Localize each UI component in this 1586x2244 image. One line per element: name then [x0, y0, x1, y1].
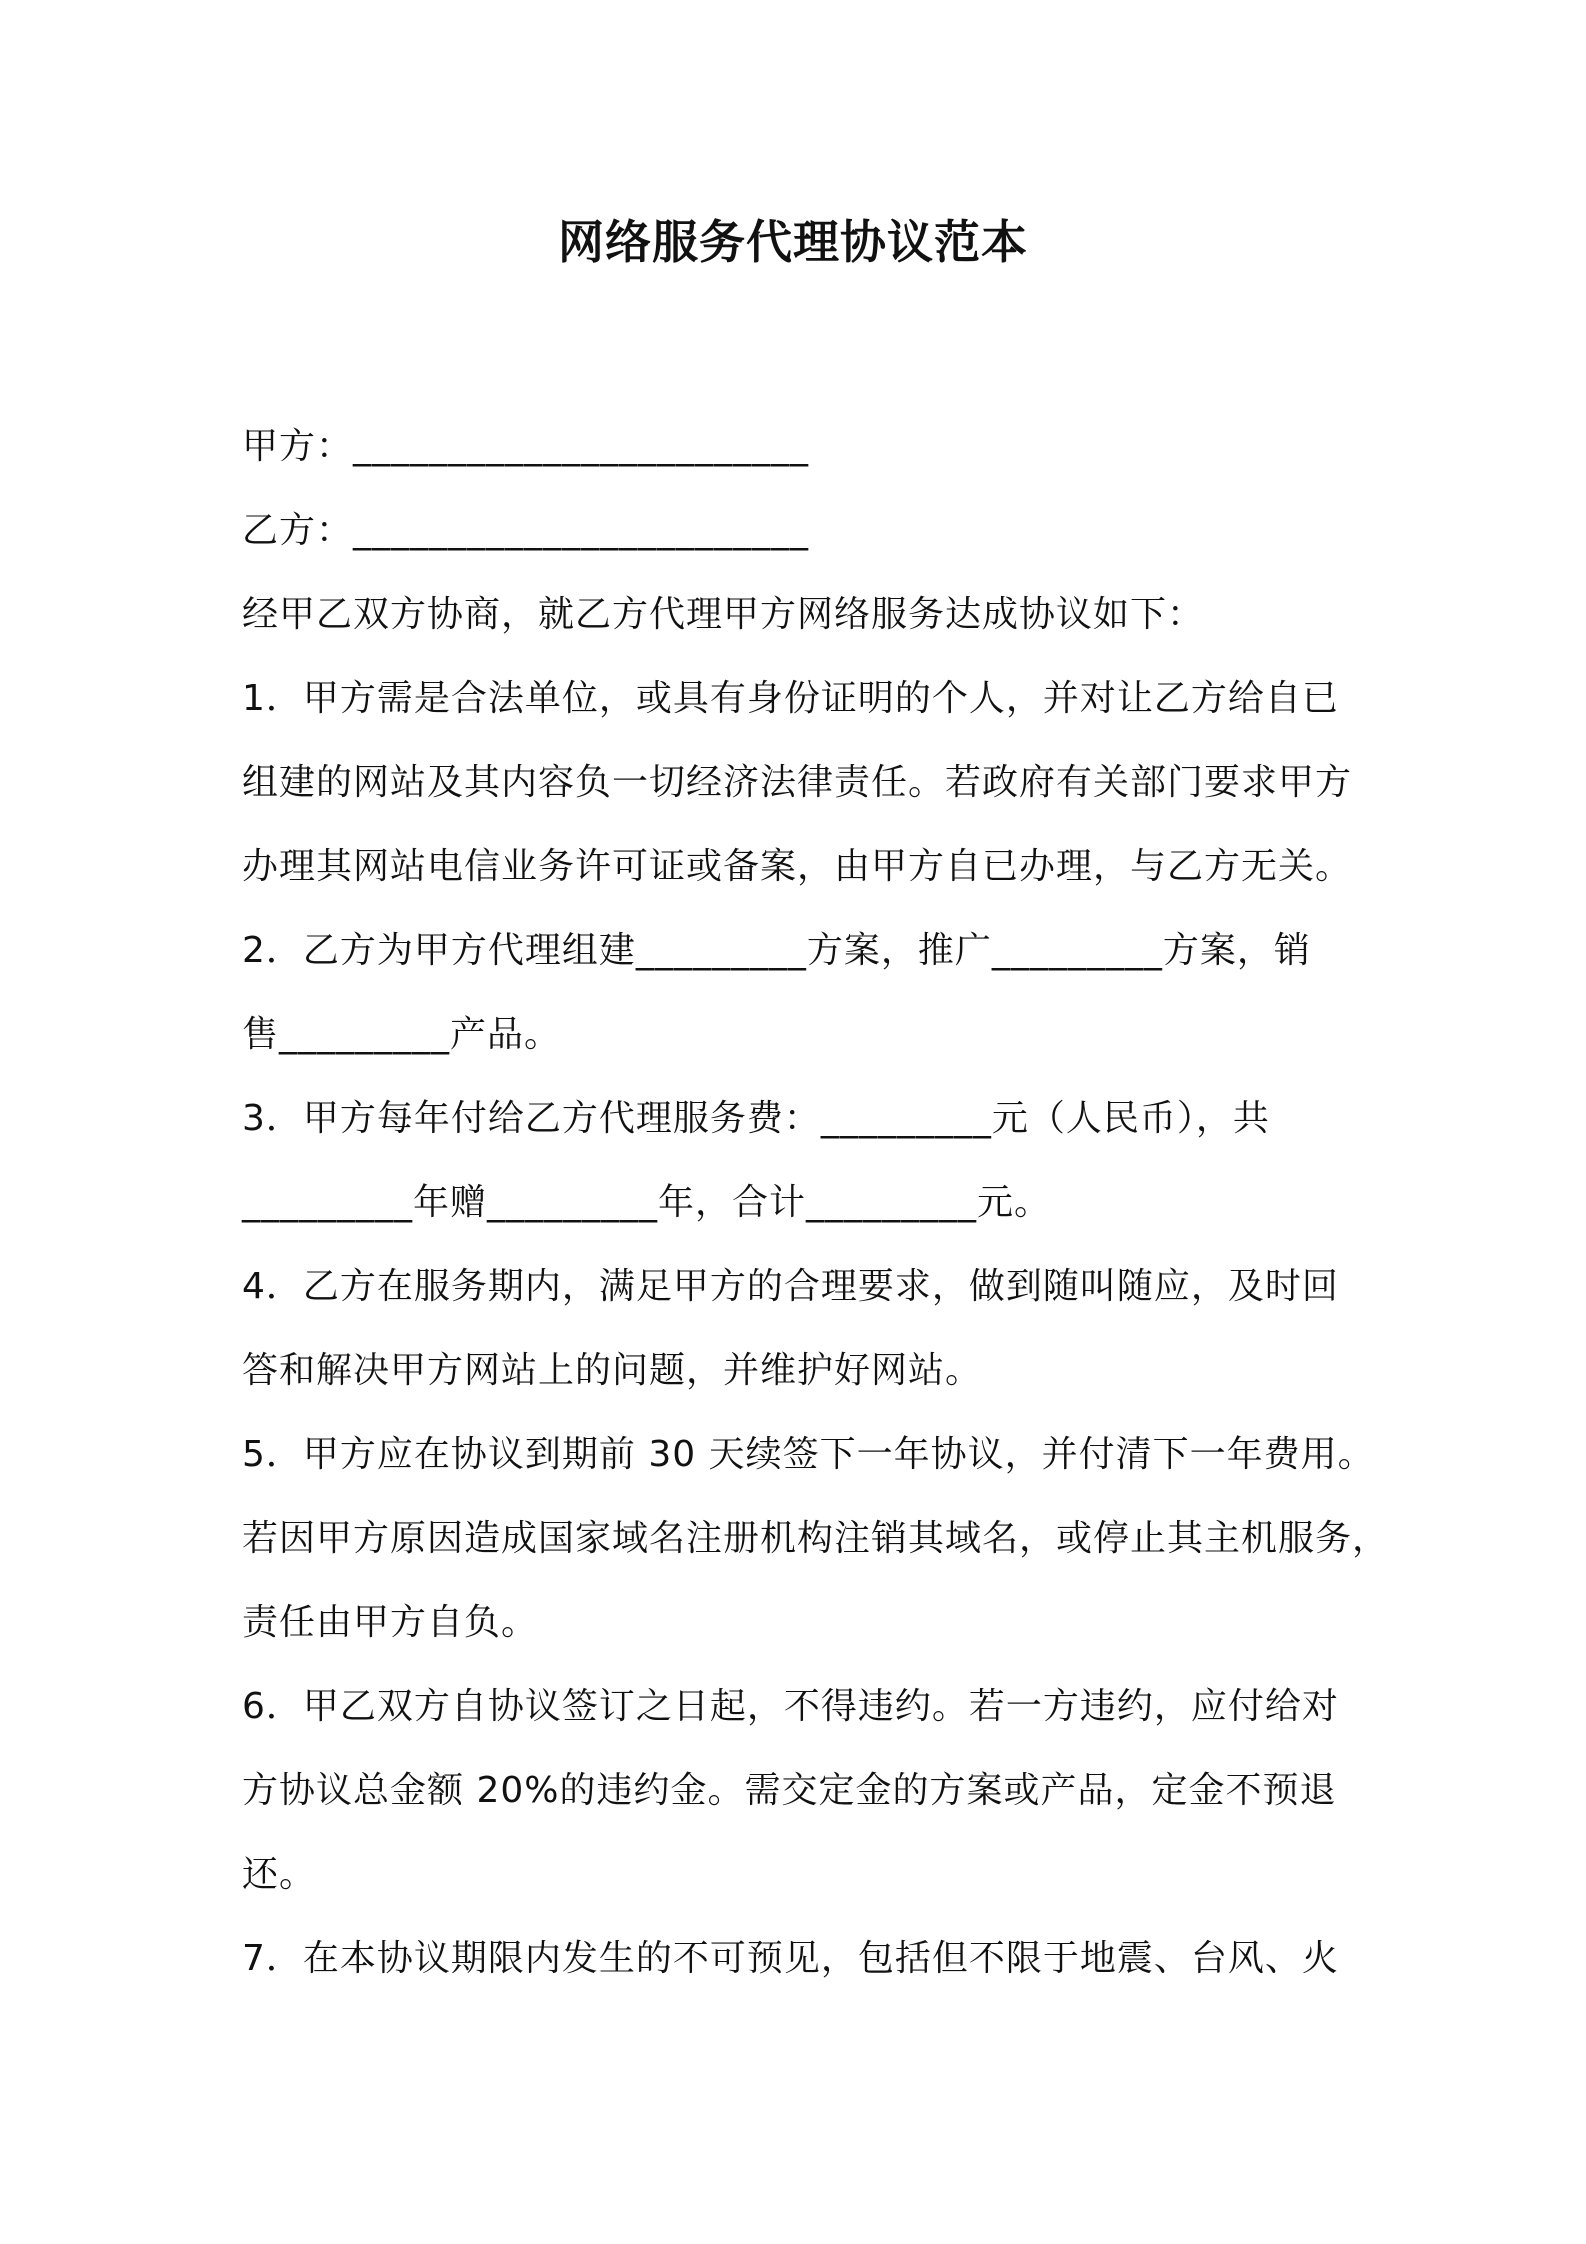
clause-4-line-2: 答和解决甲方网站上的问题，并维护好网站。 [242, 1350, 983, 1391]
clause-5-line-1: 5．甲方应在协议到期前 30 天续签下一年协议，并付清下一年费用。 [242, 1434, 1375, 1475]
clause-1-line-3: 办理其网站电信业务许可证或备案，由甲方自已办理，与乙方无关。 [242, 846, 1353, 887]
document-body [242, 405, 1390, 2001]
clause-7-line-1: 7．在本协议期限内发生的不可预见，包括但不限于地震、台风、火 [242, 1938, 1339, 1979]
clause-6-line-2: 方协议总金额 20%的违约金。需交定金的方案或产品，定金不预退 [242, 1770, 1337, 1811]
party-b-line: 乙方：________________________ [242, 510, 810, 551]
clause-2-line-1: 2．乙方为甲方代理组建_________方案，推广_________方案，销 [242, 930, 1311, 971]
clause-5-line-3: 责任由甲方自负。 [242, 1602, 539, 1643]
clause-1-line-2: 组建的网站及其内容负一切经济法律责任。若政府有关部门要求甲方 [242, 762, 1353, 803]
document-title: 网络服务代理协议范本 [558, 215, 1028, 269]
clause-4-line-1: 4．乙方在服务期内，满足甲方的合理要求，做到随叫随应，及时回 [242, 1266, 1339, 1307]
party-a-line: 甲方：________________________ [242, 426, 810, 467]
clause-1-line-1: 1．甲方需是合法单位，或具有身份证明的个人，并对让乙方给自已 [242, 678, 1339, 719]
agreement-intro: 经甲乙双方协商，就乙方代理甲方网络服务达成协议如下： [242, 594, 1205, 635]
clause-3-line-1: 3．甲方每年付给乙方代理服务费：_________元（人民币），共 [242, 1098, 1270, 1139]
clause-2-line-2: 售_________产品。 [242, 1014, 562, 1055]
clause-5-line-2: 若因甲方原因造成国家域名注册机构注销其域名，或停止其主机服务， [242, 1518, 1390, 1559]
clause-6-line-1: 6．甲乙双方自协议签订之日起，不得违约。若一方违约，应付给对 [242, 1686, 1339, 1727]
clause-6-line-3: 还。 [242, 1854, 317, 1895]
clause-3-line-2: _________年赠_________年，合计_________元。 [242, 1182, 1052, 1223]
